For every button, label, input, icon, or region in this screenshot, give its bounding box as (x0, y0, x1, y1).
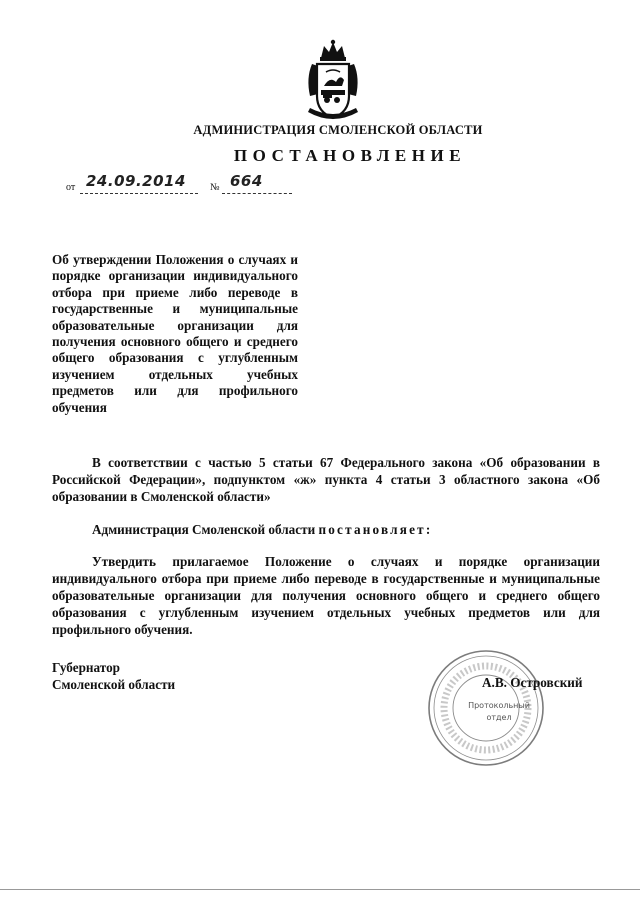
document-subject: Об утверждении Положения о случаях и порядке организации индивидуального отбора при приеме либо переводе в государственные и муниципальные образовательные организации для получения основного общего и среднего общего образования с углубленным изучением отдельных учебных предметов или для профильного обучения (52, 252, 298, 415)
date-label: от (66, 182, 76, 193)
resolving-clause (52, 521, 600, 538)
resolving-actor: Администрация Смоленской области (92, 522, 316, 537)
stamp-center-line1: Протокольный (468, 701, 530, 710)
legal-basis-paragraph: В соответствии с частью 5 статьи 67 Федерального закона «Об образовании в Российской Федерации», подпунктом «ж» пункта 4 статьи 3 областного закона «Об образовании в Смоленской области» (52, 455, 600, 504)
signer-name: А.В. Островский (482, 675, 583, 690)
issuing-authority: АДМИНИСТРАЦИЯ СМОЛЕНСКОЙ ОБЛАСТИ (193, 123, 483, 137)
date-value: 24.09.2014 (86, 172, 186, 190)
stamp-center-line2: отдел (486, 713, 512, 722)
document-type-title: ПОСТАНОВЛЕНИЕ (233, 146, 467, 165)
number-value: 664 (230, 172, 263, 190)
number-underline (222, 193, 292, 194)
signer-position-line1: Губернатор (52, 660, 120, 675)
page-bottom-rule (0, 889, 640, 890)
signer-position-line2: Смоленской области (52, 677, 176, 692)
date-underline (80, 193, 198, 194)
resolving-word: постановляет: (318, 522, 433, 537)
number-label: № (210, 182, 220, 193)
decision-paragraph: Утвердить прилагаемое Положение о случаях и порядке организации индивидуального отбора при приеме либо переводе в государственные и муниципальные образовательные организации для получения основного общего и среднего общего образования с углубленным изучением отдельных учебных предметов или для профильного обучения. (52, 554, 600, 637)
signer-position (52, 659, 175, 693)
coat-of-arms-icon (300, 38, 366, 124)
stamp-center-text (466, 700, 532, 724)
